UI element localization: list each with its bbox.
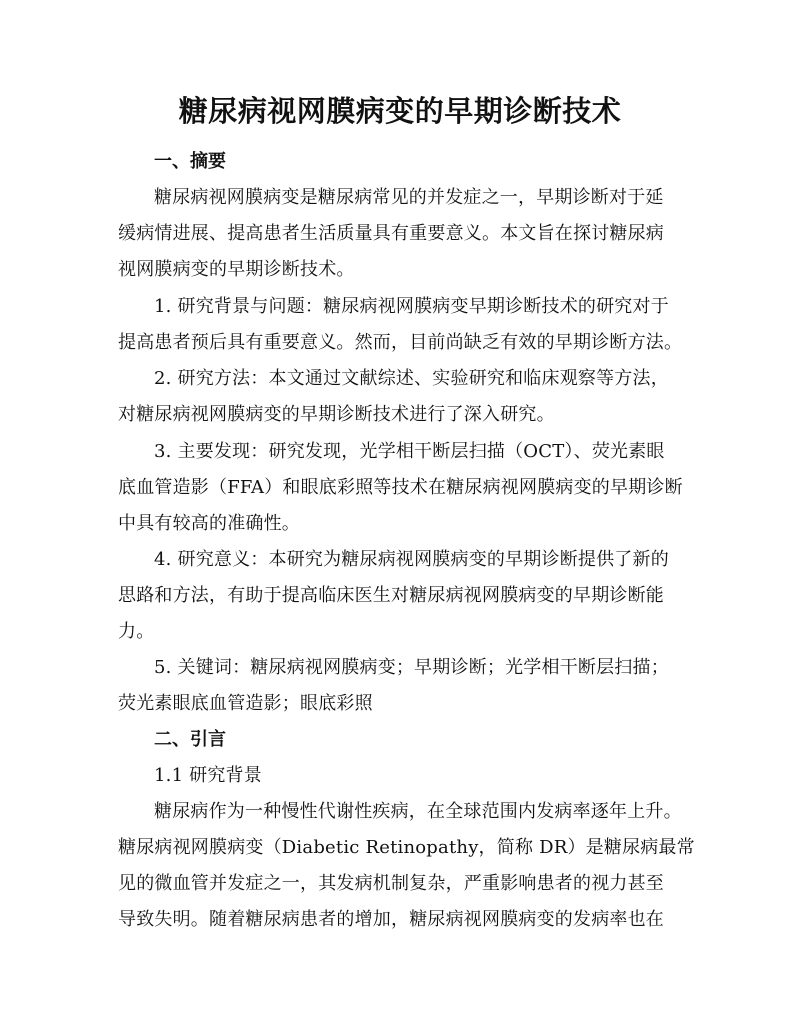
text-line: 糖尿病作为一种慢性代谢性疾病，在全球范围内发病率逐年上升。 bbox=[154, 801, 682, 822]
text-line: 4. 研究意义：本研究为糖尿病视网膜病变的早期诊断提供了新的 bbox=[154, 549, 669, 570]
text-line: 缓病情进展、提高患者生活质量具有重要意义。本文旨在探讨糖尿病 bbox=[118, 223, 664, 244]
text-line: 对糖尿病视网膜病变的早期诊断技术进行了深入研究。 bbox=[118, 404, 555, 425]
subsection-heading: 1.1 研究背景 bbox=[154, 765, 262, 786]
text-line: 中具有较高的准确性。 bbox=[118, 513, 300, 534]
text-line: 导致失明。随着糖尿病患者的增加，糖尿病视网膜病变的发病率也在 bbox=[118, 909, 664, 930]
text-line: 3. 主要发现：研究发现，光学相干断层扫描（OCT）、荧光素眼 bbox=[154, 441, 665, 462]
text-line: 糖尿病视网膜病变是糖尿病常见的并发症之一，早期诊断对于延 bbox=[154, 187, 664, 208]
text-line: 见的微血管并发症之一，其发病机制复杂，严重影响患者的视力甚至 bbox=[118, 873, 664, 894]
document-title: 糖尿病视网膜病变的早期诊断技术 bbox=[178, 94, 622, 128]
text-line: 视网膜病变的早期诊断技术。 bbox=[118, 259, 355, 280]
section-heading-introduction: 二、引言 bbox=[154, 729, 226, 750]
text-line: 思路和方法，有助于提高临床医生对糖尿病视网膜病变的早期诊断能 bbox=[118, 585, 664, 606]
text-line: 底血管造影（FFA）和眼底彩照等技术在糖尿病视网膜病变的早期诊断 bbox=[118, 477, 683, 498]
text-line: 1. 研究背景与问题：糖尿病视网膜病变早期诊断技术的研究对于 bbox=[154, 296, 669, 317]
text-line: 提高患者预后具有重要意义。然而，目前尚缺乏有效的早期诊断方法。 bbox=[118, 332, 683, 353]
text-line: 糖尿病视网膜病变（Diabetic Retinopathy，简称 DR）是糖尿病最常 bbox=[118, 837, 695, 858]
text-line: 荧光素眼底血管造影；眼底彩照 bbox=[118, 693, 373, 714]
section-heading-abstract: 一、摘要 bbox=[154, 151, 226, 172]
text-line: 2. 研究方法：本文通过文献综述、实验研究和临床观察等方法， bbox=[154, 368, 669, 389]
text-line: 力。 bbox=[118, 621, 155, 642]
text-line: 5. 关键词：糖尿病视网膜病变；早期诊断；光学相干断层扫描； bbox=[154, 657, 669, 678]
